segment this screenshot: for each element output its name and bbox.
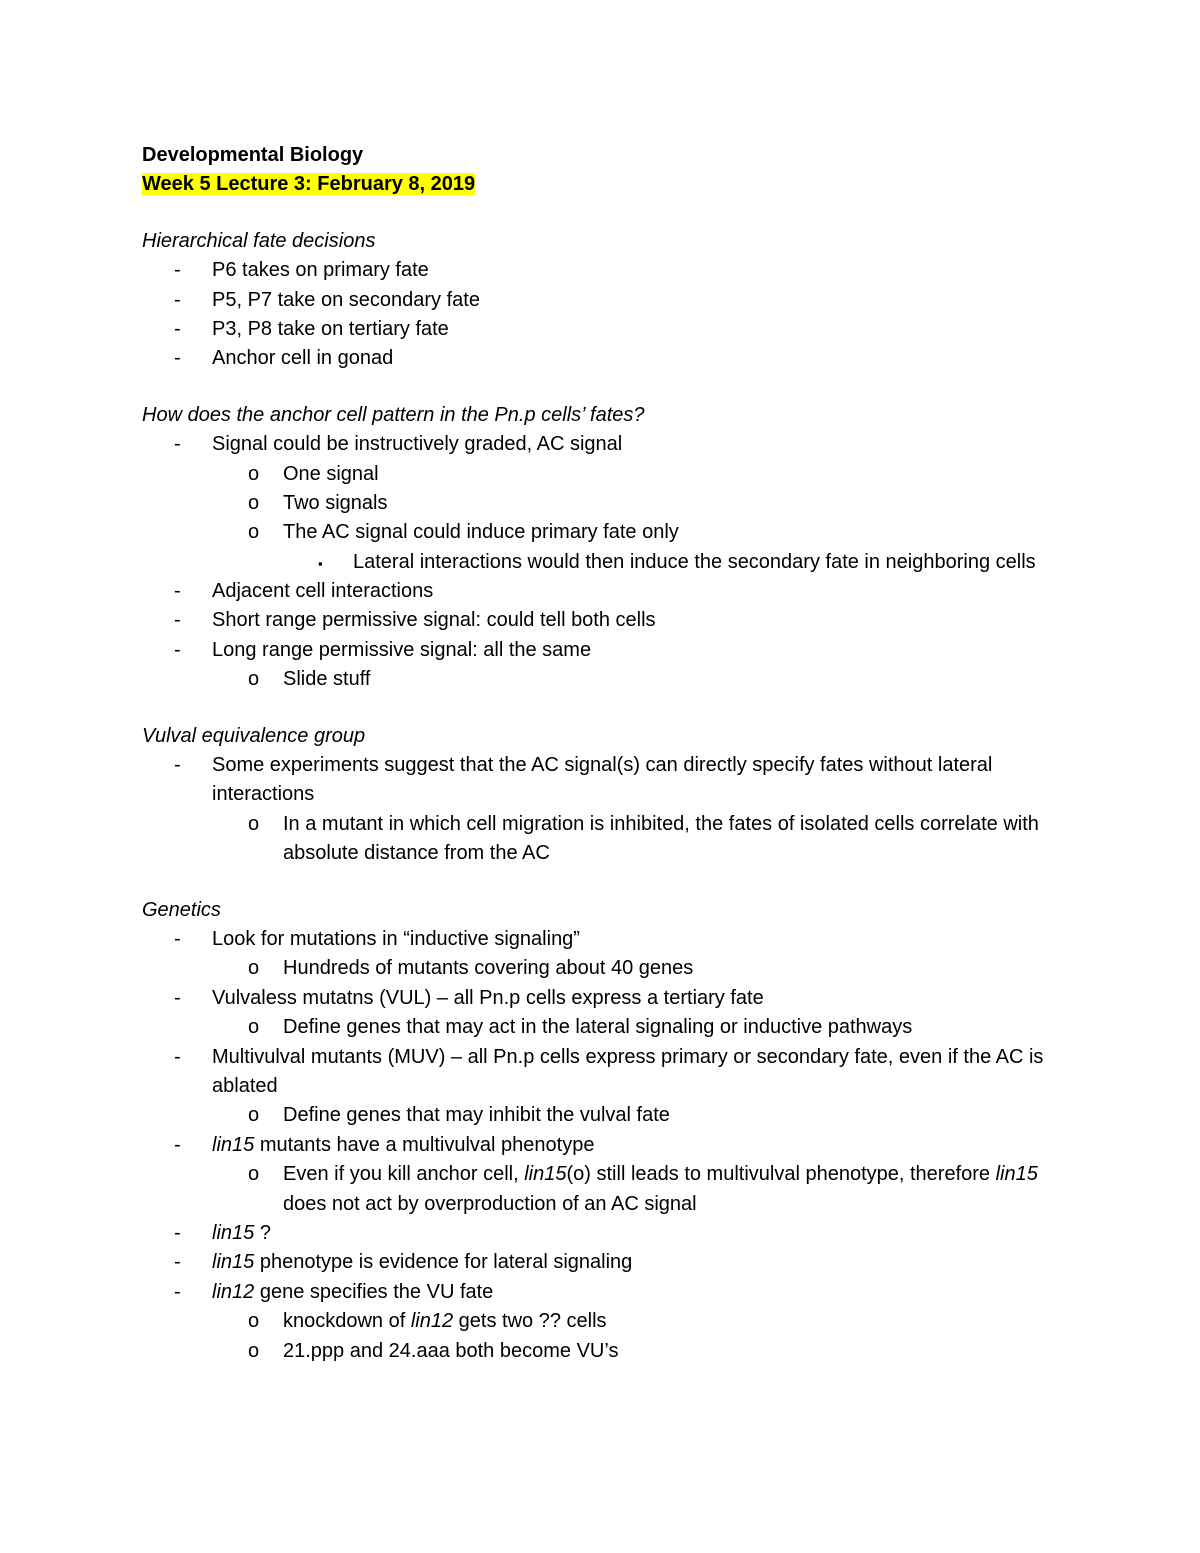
sub-list-item: o Define genes that may inhibit the vulval fate <box>248 1104 670 1127</box>
section-heading-genetics: Genetics <box>142 898 221 921</box>
list-item: - Some experiments suggest that the AC signal(s) can directly specify fates without lateral interactions <box>174 754 993 806</box>
sub-list-item: o Two signals <box>248 491 388 514</box>
list-item: - P5, P7 take on secondary fate <box>174 288 480 311</box>
sub-list-item: o Hundreds of mutants covering about 40 genes <box>248 957 694 980</box>
list-item: - Short range permissive signal: could tell both cells <box>174 609 656 632</box>
list-item: - Multivulval mutants (MUV) – all Pn.p cells express primary or secondary fate, even if the AC is ablated <box>174 1045 1044 1098</box>
list-item: - P6 takes on primary fate <box>174 259 429 282</box>
list-item: - P3, P8 take on tertiary fate <box>174 317 449 340</box>
sub-list-item: o knockdown of lin12 gets two ?? cells <box>248 1310 607 1333</box>
sub-list-item: o Define genes that may act in the lateral signaling or inductive pathways <box>248 1016 913 1039</box>
gene-name: lin15 <box>212 1222 255 1245</box>
gene-name: lin15 <box>212 1251 255 1274</box>
gene-name: lin12 <box>410 1310 454 1333</box>
document-title: Developmental Biology <box>142 144 364 166</box>
list-item: - Long range permissive signal: all the same <box>174 638 592 661</box>
list-item: - Signal could be instructively graded, AC signal <box>174 433 623 456</box>
section-heading-vulval: Vulval equivalence group <box>142 724 366 747</box>
sub-list-item: o The AC signal could induce primary fate only <box>248 521 679 544</box>
section-heading-hierarchical: Hierarchical fate decisions <box>142 229 376 252</box>
sub-list-item: o 21.ppp and 24.aaa both become VU’s <box>248 1339 619 1362</box>
gene-name: lin12 <box>212 1280 255 1303</box>
section-heading-anchor: How does the anchor cell pattern in the Pn.p cells’ fates? <box>142 403 645 426</box>
document-body <box>142 141 1072 1366</box>
gene-name: lin15 <box>212 1133 255 1156</box>
gene-name: lin15 <box>995 1163 1038 1186</box>
list-item: - lin15 phenotype is evidence for lateral signaling <box>174 1251 633 1274</box>
sub-list-item: o In a mutant in which cell migration is inhibited, the fates of isolated cells correlate with absolute distance from the AC <box>248 812 1039 865</box>
list-item: - lin15 mutants have a multivulval phenotype <box>174 1133 595 1156</box>
lecture-date-highlight: Week 5 Lecture 3: February 8, 2019 <box>142 173 476 196</box>
list-item: - lin15 ? <box>174 1222 271 1245</box>
gene-name: lin15 <box>524 1163 567 1186</box>
list-item: - lin12 gene specifies the VU fate <box>174 1280 494 1303</box>
list-item: - Adjacent cell interactions <box>174 580 434 603</box>
list-item: - Anchor cell in gonad <box>174 347 394 370</box>
sub-list-item: o Even if you kill anchor cell, lin15(o) still leads to multivulval phenotype, therefore lin15 does not act by overproduction of an AC signal <box>248 1163 1038 1215</box>
list-item: - Vulvaless mutatns (VUL) – all Pn.p cells express a tertiary fate <box>174 986 764 1009</box>
sub-list-item: o One signal <box>248 462 379 485</box>
sub-sub-list-item: ▪ Lateral interactions would then induce the secondary fate in neighboring cells <box>318 550 1036 573</box>
list-item: - Look for mutations in “inductive signaling” <box>174 928 580 951</box>
sub-list-item: o Slide stuff <box>248 668 371 691</box>
